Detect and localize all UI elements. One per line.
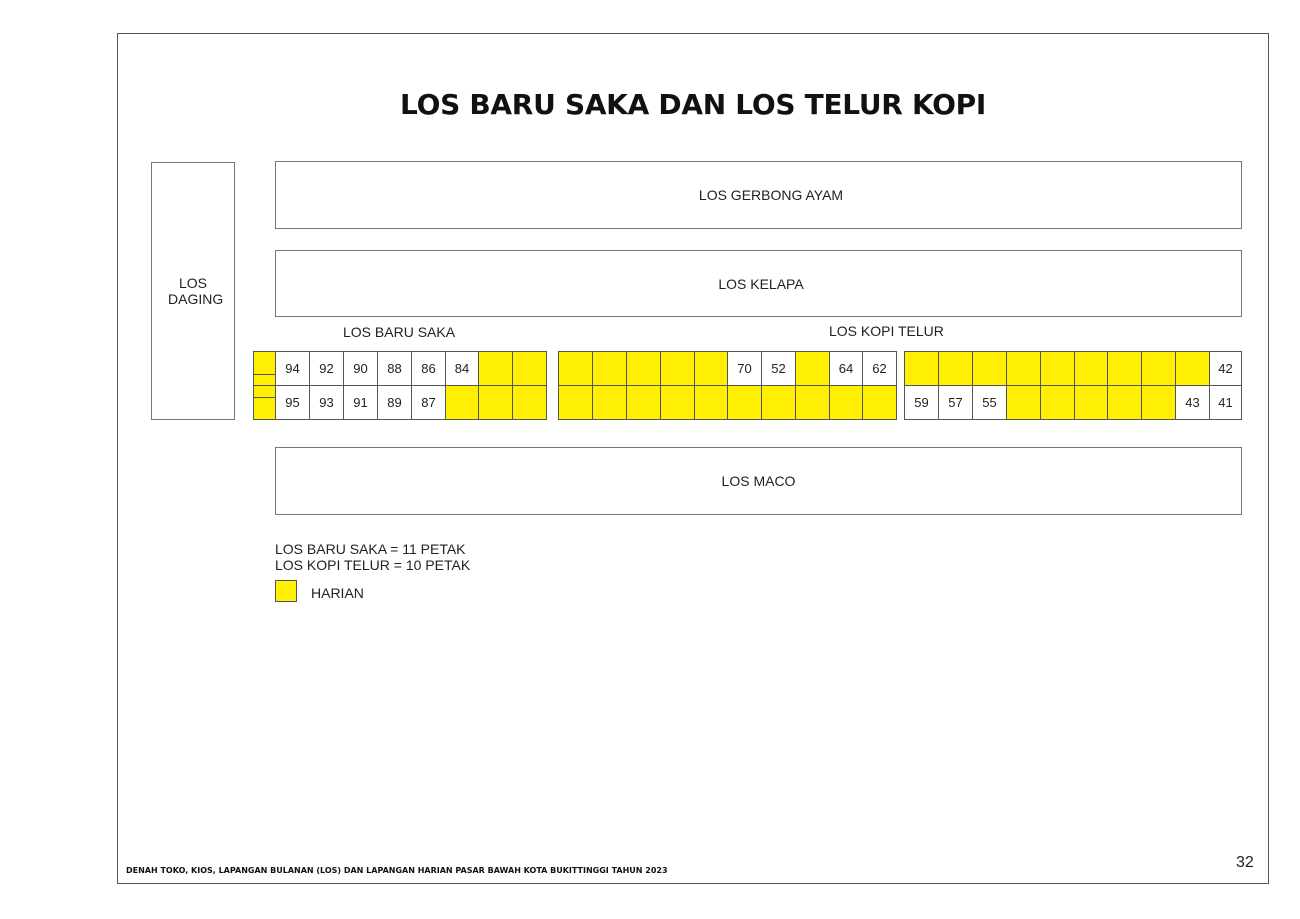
- stall-52: 52: [762, 352, 796, 386]
- page-title: LOS BARU SAKA DAN LOS TELUR KOPI: [400, 88, 986, 121]
- stall-86: 86: [412, 352, 446, 386]
- stall-62: 62: [863, 352, 897, 386]
- stall-87: 87: [412, 386, 446, 420]
- stall-harian: [513, 386, 547, 420]
- legend-line-baru-saka: LOS BARU SAKA = 11 PETAK: [275, 541, 466, 557]
- stall-59: 59: [905, 386, 939, 420]
- stall-harian: [762, 386, 796, 420]
- stall-harian: [661, 352, 695, 386]
- stall-89: 89: [378, 386, 412, 420]
- stall-divider: [254, 397, 276, 398]
- stall-harian: [1142, 386, 1176, 420]
- stall-harian: [1176, 352, 1210, 386]
- stall-harian: [627, 386, 661, 420]
- stall-harian: [1007, 386, 1041, 420]
- stall-harian: [559, 386, 593, 420]
- stall-92: 92: [310, 352, 344, 386]
- stall-harian: [973, 352, 1007, 386]
- footer-caption: DENAH TOKO, KIOS, LAPANGAN BULANAN (LOS) DAN LAPANGAN HARIAN PASAR BAWAH KOTA BUKITTINGGI TAHUN 2023: [126, 866, 668, 875]
- stall-70: 70: [728, 352, 762, 386]
- page-number: 32: [1236, 854, 1254, 871]
- stall-94: 94: [276, 352, 310, 386]
- stall-harian: [1007, 352, 1041, 386]
- legend-line-kopi-telur: LOS KOPI TELUR = 10 PETAK: [275, 557, 471, 573]
- stall-57: 57: [939, 386, 973, 420]
- stall-42: 42: [1210, 352, 1242, 386]
- stall-harian: [796, 352, 830, 386]
- stall-harian: [1041, 386, 1075, 420]
- stall-55: 55: [973, 386, 1007, 420]
- stall-88: 88: [378, 352, 412, 386]
- stall-harian: [728, 386, 762, 420]
- legend-harian-swatch: [275, 580, 297, 602]
- stall-harian: [559, 352, 593, 386]
- section-label-los-kopi-telur: LOS KOPI TELUR: [829, 323, 944, 339]
- area-los-daging: [151, 162, 235, 420]
- stall-harian: [446, 386, 479, 420]
- stall-block-middle: [558, 351, 897, 420]
- area-los-maco: [275, 447, 1242, 515]
- stall-91: 91: [344, 386, 378, 420]
- stall-harian: [661, 386, 695, 420]
- stall-harian: [593, 352, 627, 386]
- stall-harian: [479, 352, 513, 386]
- stall-84: 84: [446, 352, 479, 386]
- stall-harian: [1108, 386, 1142, 420]
- stall-harian: [695, 386, 728, 420]
- area-los-daging-label: LOS DAGING: [168, 275, 224, 307]
- legend-harian-label: HARIAN: [311, 585, 364, 601]
- stall-64: 64: [830, 352, 863, 386]
- stall-harian: [830, 386, 863, 420]
- stall-harian: [695, 352, 728, 386]
- stall-harian: [905, 352, 939, 386]
- stall-harian: [1075, 386, 1108, 420]
- section-label-los-baru-saka: LOS BARU SAKA: [343, 324, 456, 340]
- area-los-kelapa: [275, 250, 1242, 317]
- stall-harian: [479, 386, 513, 420]
- stall-block-left: [253, 351, 547, 420]
- stall-harian: [1108, 352, 1142, 386]
- stall-harian: [1142, 352, 1176, 386]
- stall-43: 43: [1176, 386, 1210, 420]
- stall-harian: [939, 352, 973, 386]
- stall-harian: [1075, 352, 1108, 386]
- stall-harian: [513, 352, 547, 386]
- stall-block-right: [904, 351, 1242, 420]
- stall-harian: [254, 386, 276, 420]
- area-los-kelapa-label: LOS KELAPA: [718, 275, 804, 292]
- stall-90: 90: [344, 352, 378, 386]
- area-los-maco-label: LOS MACO: [721, 473, 796, 489]
- stall-divider: [254, 374, 276, 375]
- stall-harian: [254, 352, 276, 386]
- stall-harian: [593, 386, 627, 420]
- stall-harian: [863, 386, 897, 420]
- stall-harian: [796, 386, 830, 420]
- area-los-gerbong-ayam-label: LOS GERBONG AYAM: [698, 187, 844, 203]
- area-los-gerbong-ayam: [275, 161, 1242, 229]
- stall-harian: [1041, 352, 1075, 386]
- stall-harian: [627, 352, 661, 386]
- stall-93: 93: [310, 386, 344, 420]
- stall-95: 95: [276, 386, 310, 420]
- stall-41: 41: [1210, 386, 1242, 420]
